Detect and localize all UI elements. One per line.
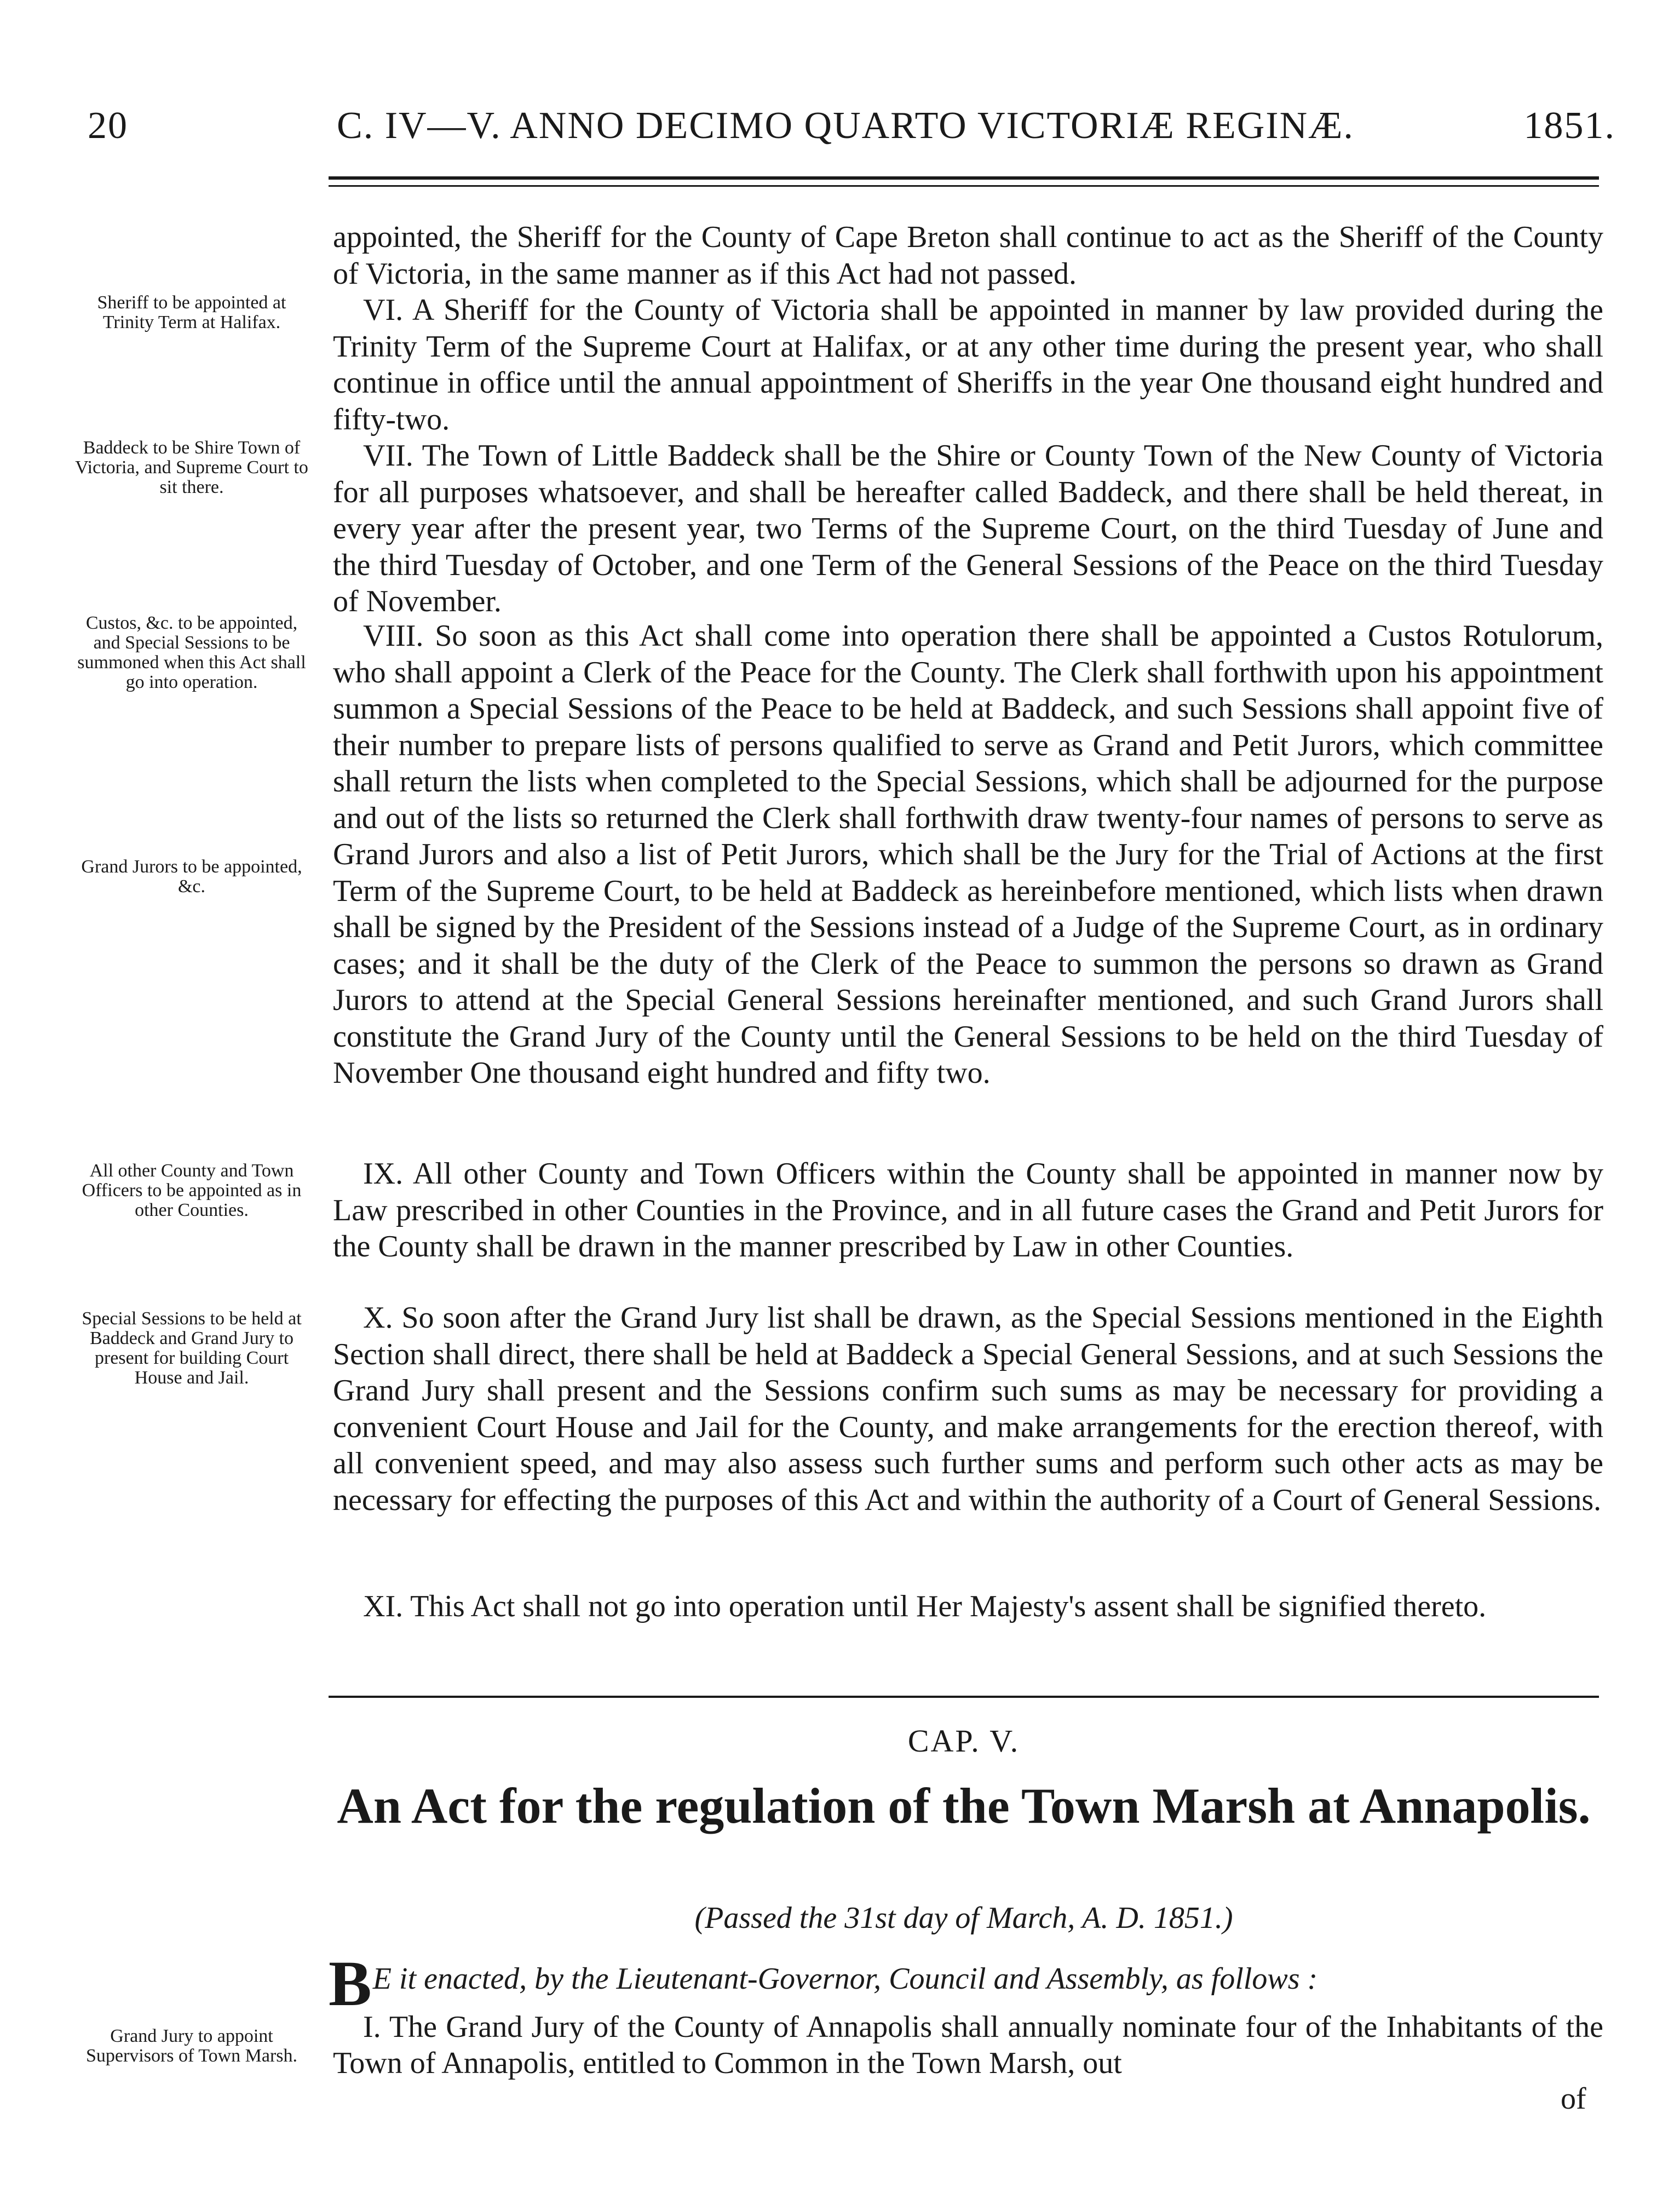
running-title: C. IV—V. ANNO DECIMO QUARTO VICTORIÆ REGINÆ. <box>337 105 1354 147</box>
paragraph-section-viii: VIII. So soon as this Act shall come into operation there shall be appointed a Custos Rotulorum, who shall appoint a Clerk of the Peace for the County. The Clerk shall forthwith upon his appointment summon a Special Sessions of the Peace to be held at Baddeck, and such Sessions shall appoint five of their number to prepare lists of persons qualified to serve as Grand and Petit Jurors, which committee shall return the lists when completed to the Special Sessions, which shall be adjourned for the purpose and out of the lists so returned the Clerk shall forthwith draw twenty-four names of persons to serve as Grand Jurors and also a list of Petit Jurors, which shall be the Jury for the Trial of Actions at the first Term of the Supreme Court, to be held at Baddeck as hereinbefore mentioned, which lists when drawn shall be signed by the President of the Sessions instead of a Judge of the Supreme Court, as in ordinary cases; and it shall be the duty of the Clerk of the Peace to summon the persons so drawn as Grand Jurors to attend at the Special General Sessions hereinafter mentioned, and such Grand Jurors shall constitute the Grand Jury of the County until the General Sessions to be held on the third Tuesday of November One thousand eight hundred and fifty two. <box>333 619 1603 1090</box>
passed-date: (Passed the 31st day of March, A. D. 1851.) <box>694 1901 1233 1935</box>
margin-note: Baddeck to be Shire Town of Victoria, and Supreme Court to sit there. <box>75 438 308 497</box>
header-year: 1851. <box>1523 105 1615 147</box>
margin-note: Custos, &c. to be appointed, and Special Sessions to be summoned when this Act shall go into operation. <box>77 613 306 692</box>
section-text <box>333 1588 1603 1625</box>
enacting-text: E it enacted, by the Lieutenant-Governor, Council and Assembly, as follows : <box>372 1962 1318 1996</box>
paragraph-section-vi: VI. A Sheriff for the County of Victoria shall be appointed in manner by law provided during the Trinity Term of the Supreme Court at Halifax, or at any other time during the present year, who shall continue in office until the annual appointment of Sheriffs in the year One thousand eight hundred and fifty-two. <box>333 293 1603 437</box>
section-text <box>333 618 1603 1092</box>
section-text <box>333 2009 1603 2081</box>
section-text <box>333 219 1603 292</box>
margin-note: Sheriff to be appointed at Trinity Term at Halifax. <box>97 292 286 332</box>
paragraph-section-i: I. The Grand Jury of the County of Annapolis shall annually nominate four of the Inhabitants of the Town of Annapolis, entitled to Common in the Town Marsh, out <box>333 2010 1603 2080</box>
header-rule <box>329 176 1599 180</box>
chapter-number: CAP. V. <box>907 1723 1020 1759</box>
paragraph: appointed, the Sheriff for the County of Cape Breton shall continue to act as the Sheriff of the County of Victoria, in the same manner as if this Act had not passed. <box>333 220 1603 291</box>
section-text <box>333 1300 1603 1518</box>
margin-note: Grand Jurors to be appointed, &c. <box>81 857 302 897</box>
paragraph-section-xi: XI. This Act shall not go into operation until Her Majesty's assent shall be signified thereto. <box>363 1589 1487 1623</box>
paragraph-section-x: X. So soon after the Grand Jury list shall be drawn, as the Special Sessions mentioned in the Eighth Section shall direct, there shall be held at Baddeck a Special General Sessions, and at such Sessions the Grand Jury shall present and the Sessions confirm such sums as may be necessary for providing a convenient Court House and Jail for the County, and make arrangements for the erection thereof, with all convenient speed, and may also assess such further sums and perform such other acts as may be necessary for effecting the purposes of this Act and within the authority of a Court of General Sessions. <box>333 1301 1603 1517</box>
margin-note: All other County and Town Officers to be appointed as in other Counties. <box>82 1161 302 1220</box>
running-header <box>88 104 1615 153</box>
section-text <box>333 1156 1603 1265</box>
drop-cap: B <box>329 1948 372 2019</box>
section-text <box>333 292 1603 438</box>
header-rule-thin <box>329 185 1599 187</box>
paragraph-section-ix: IX. All other County and Town Officers within the County shall be appointed in manner now by Law prescribed in other Counties in the Province, and in all future cases the Grand and Petit Jurors for the County shall be drawn in the manner prescribed by Law in other Counties. <box>333 1157 1603 1264</box>
catchword: of <box>1561 2082 1586 2116</box>
margin-note: Special Sessions to be held at Baddeck and Grand Jury to present for building Court House and Jail. <box>82 1308 302 1388</box>
page-number: 20 <box>88 105 128 147</box>
enacting-clause <box>329 1948 1604 2019</box>
section-text <box>333 438 1603 620</box>
margin-note: Grand Jury to appoint Supervisors of Town Marsh. <box>85 2026 298 2066</box>
paragraph-section-vii: VII. The Town of Little Baddeck shall be the Shire or County Town of the New County of Victoria for all purposes whatsoever, and shall be hereafter called Baddeck, and there shall be held thereat, in every year after the present year, two Terms of the Supreme Court, on the third Tuesday of June and the third Tuesday of October, and one Term of the General Sessions of the Peace on the third Tuesday of November. <box>333 439 1603 618</box>
act-title: An Act for the regulation of the Town Marsh at Annapolis. <box>337 1778 1591 1834</box>
section-divider <box>329 1696 1599 1698</box>
